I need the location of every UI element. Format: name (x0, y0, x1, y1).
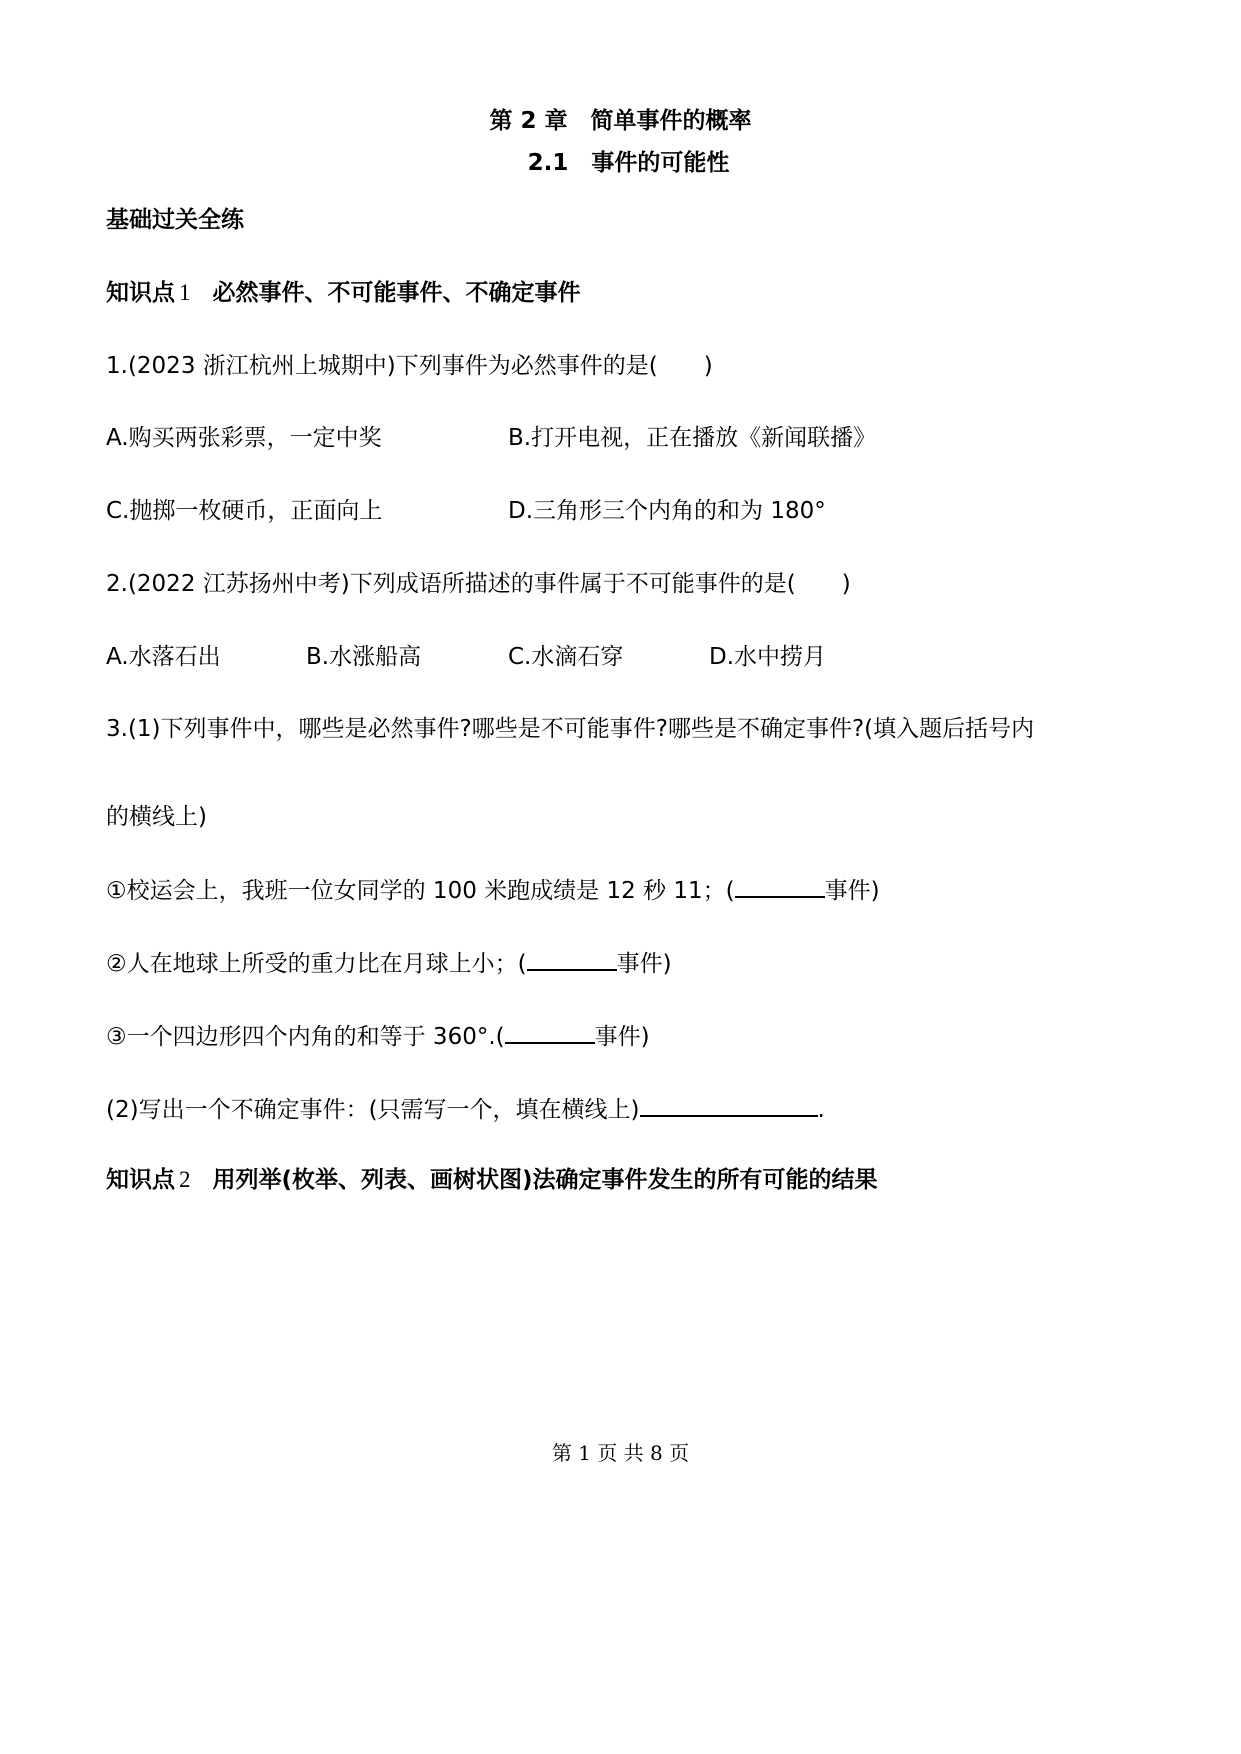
knowledge-point-title: 用列举(枚举、列表、画树状图)法确定事件发生的所有可能的结果 (212, 1167, 878, 1193)
knowledge-point-2-heading (106, 1165, 878, 1195)
fill-blank[interactable] (527, 947, 617, 971)
question-3-part-2 (106, 1093, 825, 1125)
question-3-line-2: 的横线上) (106, 804, 207, 830)
question-2-option-a: A.水落石出 (106, 644, 221, 670)
question-3-line-1: 3.(1)下列事件中，哪些是必然事件?哪些是不可能事件?哪些是不确定事件?(填入题后括号内 (106, 716, 1035, 742)
knowledge-point-1-heading (106, 278, 581, 308)
question-1-option-b: B.打开电视，正在播放《新闻联播》 (508, 425, 877, 451)
section-title: 2.1 事件的可能性 (527, 150, 730, 176)
knowledge-point-label: 知识点 (106, 1167, 175, 1193)
knowledge-point-label: 知识点 (106, 280, 175, 306)
paren-close: ) (703, 353, 713, 379)
question-stem-text: 2.(2022 江苏扬州中考)下列成语所描述的事件属于不可能事件的是( (106, 571, 796, 597)
question-1-option-a: A.购买两张彩票，一定中奖 (106, 425, 382, 451)
paren-close: ) (841, 571, 851, 597)
fill-blank[interactable] (735, 874, 825, 898)
knowledge-point-title: 必然事件、不可能事件、不确定事件 (212, 280, 581, 306)
section-heading: 基础过关全练 (106, 207, 244, 233)
item-text: ②人在地球上所受的重力比在月球上小；( (106, 951, 527, 977)
question-2-stem (106, 569, 851, 599)
item-suffix: 事件) (824, 878, 880, 904)
page-number: 第 1 页 共 8 页 (551, 1441, 690, 1465)
question-3-item-1 (106, 874, 880, 906)
item-suffix: . (817, 1097, 825, 1123)
question-3-item-2 (106, 947, 672, 979)
chapter-title: 第 2 章 简单事件的概率 (489, 108, 752, 134)
item-suffix: 事件) (616, 951, 672, 977)
question-2-option-d: D.水中捞月 (709, 644, 827, 670)
fill-blank[interactable] (505, 1020, 595, 1044)
question-1-option-c: C.抛掷一枚硬币，正面向上 (106, 498, 383, 524)
question-1-option-d: D.三角形三个内角的和为 180° (508, 498, 826, 524)
item-suffix: 事件) (594, 1024, 650, 1050)
question-3-item-3 (106, 1020, 650, 1052)
knowledge-point-number: 2 (179, 1167, 191, 1192)
item-text: ③一个四边形四个内角的和等于 360°.( (106, 1024, 505, 1050)
item-text: (2)写出一个不确定事件：(只需写一个，填在横线上) (106, 1097, 640, 1123)
question-2-option-b: B.水涨船高 (306, 644, 422, 670)
question-1-stem (106, 351, 713, 381)
knowledge-point-number: 1 (179, 280, 191, 305)
fill-blank[interactable] (640, 1093, 818, 1117)
item-text: ①校运会上，我班一位女同学的 100 米跑成绩是 12 秒 11；( (106, 878, 735, 904)
question-2-option-c: C.水滴石穿 (508, 644, 624, 670)
question-stem-text: 1.(2023 浙江杭州上城期中)下列事件为必然事件的是( (106, 353, 658, 379)
